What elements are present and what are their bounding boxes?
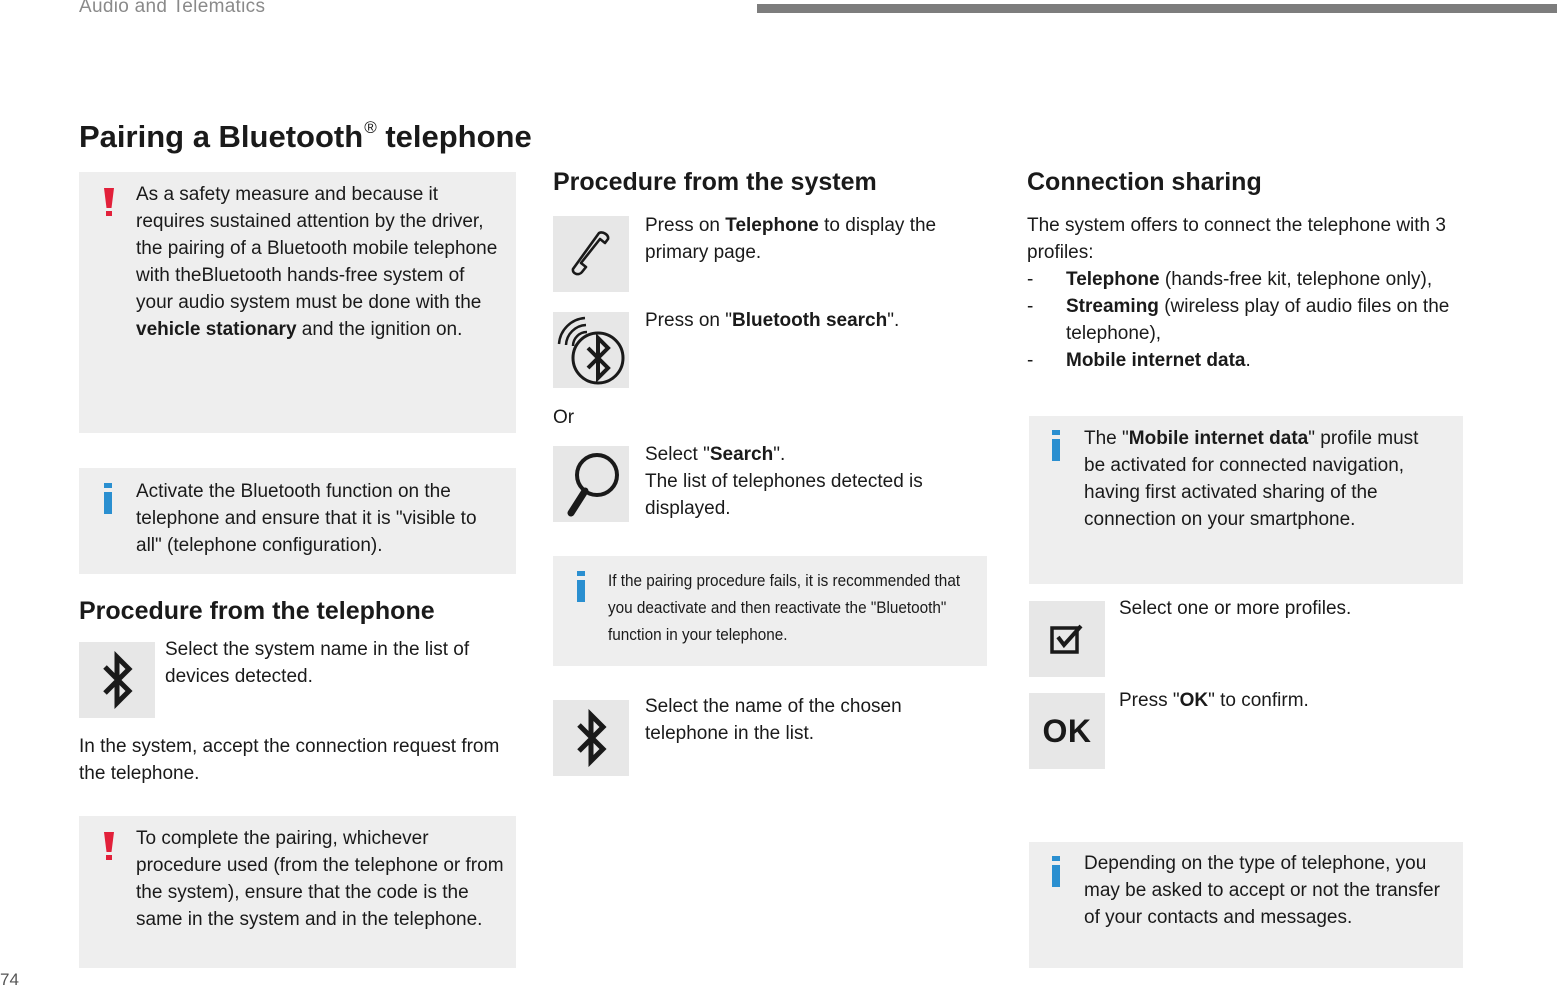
text-accept-request: In the system, accept the connection request from the telephone. — [79, 736, 500, 784]
bluetooth-tile — [79, 642, 155, 718]
step-select-telephone-name: Select the name of the chosen telephone in the list. — [645, 696, 902, 744]
exclamation-icon — [102, 830, 116, 862]
bluetooth-search-tile — [553, 312, 629, 388]
info-text-pairing-fails: If the pairing procedure fails, it is recommended that you deactivate and then reactivate the "Bluetooth" function in your telephone. — [608, 571, 961, 644]
checkbox-tile — [1029, 601, 1105, 677]
warning-text-safety: As a safety measure and because it requires sustained attention by the driver, the pairing of a Bluetooth mobile telephone with theBluetooth hands-free system of your audio system must be done with the vehicle stationary and the ignition on. — [136, 184, 498, 340]
bluetooth-icon — [571, 709, 611, 767]
ok-label: OK — [1042, 712, 1092, 749]
registered-mark: ® — [364, 118, 377, 137]
info-icon — [102, 483, 114, 515]
text-profiles-intro: The system offers to connect the telephone with 3 profiles: — [1027, 215, 1446, 263]
exclamation-icon — [102, 186, 116, 218]
bluetooth-tile-select — [553, 700, 629, 776]
step-select-profiles: Select one or more profiles. — [1119, 598, 1352, 619]
telephone-tile — [553, 216, 629, 292]
heading-procedure-telephone: Procedure from the telephone — [79, 597, 435, 625]
search-tile — [553, 446, 629, 522]
step-bluetooth-search: Press on "Bluetooth search". — [645, 310, 900, 331]
step-press-telephone: Press on Telephone to display the primary page. — [645, 215, 937, 263]
list-item: - Mobile internet data. — [1027, 350, 1251, 371]
list-item: - Telephone (hands-free kit, telephone only), — [1027, 269, 1433, 290]
bluetooth-icon — [97, 651, 137, 709]
header-bar — [757, 4, 1557, 13]
telephone-handset-icon — [569, 229, 613, 279]
magnifier-icon — [561, 449, 621, 519]
ok-tile — [1029, 693, 1105, 769]
heading-procedure-system: Procedure from the system — [553, 168, 877, 196]
heading-connection-sharing: Connection sharing — [1027, 168, 1262, 196]
step-select-system-name: Select the system name in the list of devices detected. — [165, 639, 470, 687]
info-text-activate: Activate the Bluetooth function on the telephone and ensure that it is "visible to all" (telephone configuration). — [136, 481, 477, 556]
step-press-ok: Press "OK" to confirm. — [1119, 690, 1309, 711]
bluetooth-search-icon — [555, 314, 627, 386]
running-head: Audio and Telematics — [79, 0, 266, 17]
checkbox-icon — [1049, 622, 1085, 656]
warning-text-code: To complete the pairing, whichever procedure used (from the telephone or from the system), ensure that the code is the same in the system and in the telephone. — [136, 828, 504, 930]
list-item: - Streaming (wireless play of audio files on the telephone), — [1027, 296, 1450, 344]
text-or: Or — [553, 407, 575, 428]
info-text-mobile-data: The "Mobile internet data" profile must be activated for connected navigation, having first activated sharing of the connection on your smartphone. — [1084, 428, 1419, 530]
page-number: 74 — [0, 970, 19, 989]
page-title: Pairing a Bluetooth® telephone — [79, 118, 532, 154]
info-text-contacts: Depending on the type of telephone, you may be asked to accept or not the transfer of your contacts and messages. — [1084, 853, 1440, 928]
step-select-search: Select "Search". The list of telephones detected is displayed. — [645, 444, 923, 519]
info-icon — [1050, 430, 1062, 462]
profiles-list — [1027, 266, 1457, 374]
info-icon — [575, 571, 587, 603]
info-icon — [1050, 856, 1062, 888]
